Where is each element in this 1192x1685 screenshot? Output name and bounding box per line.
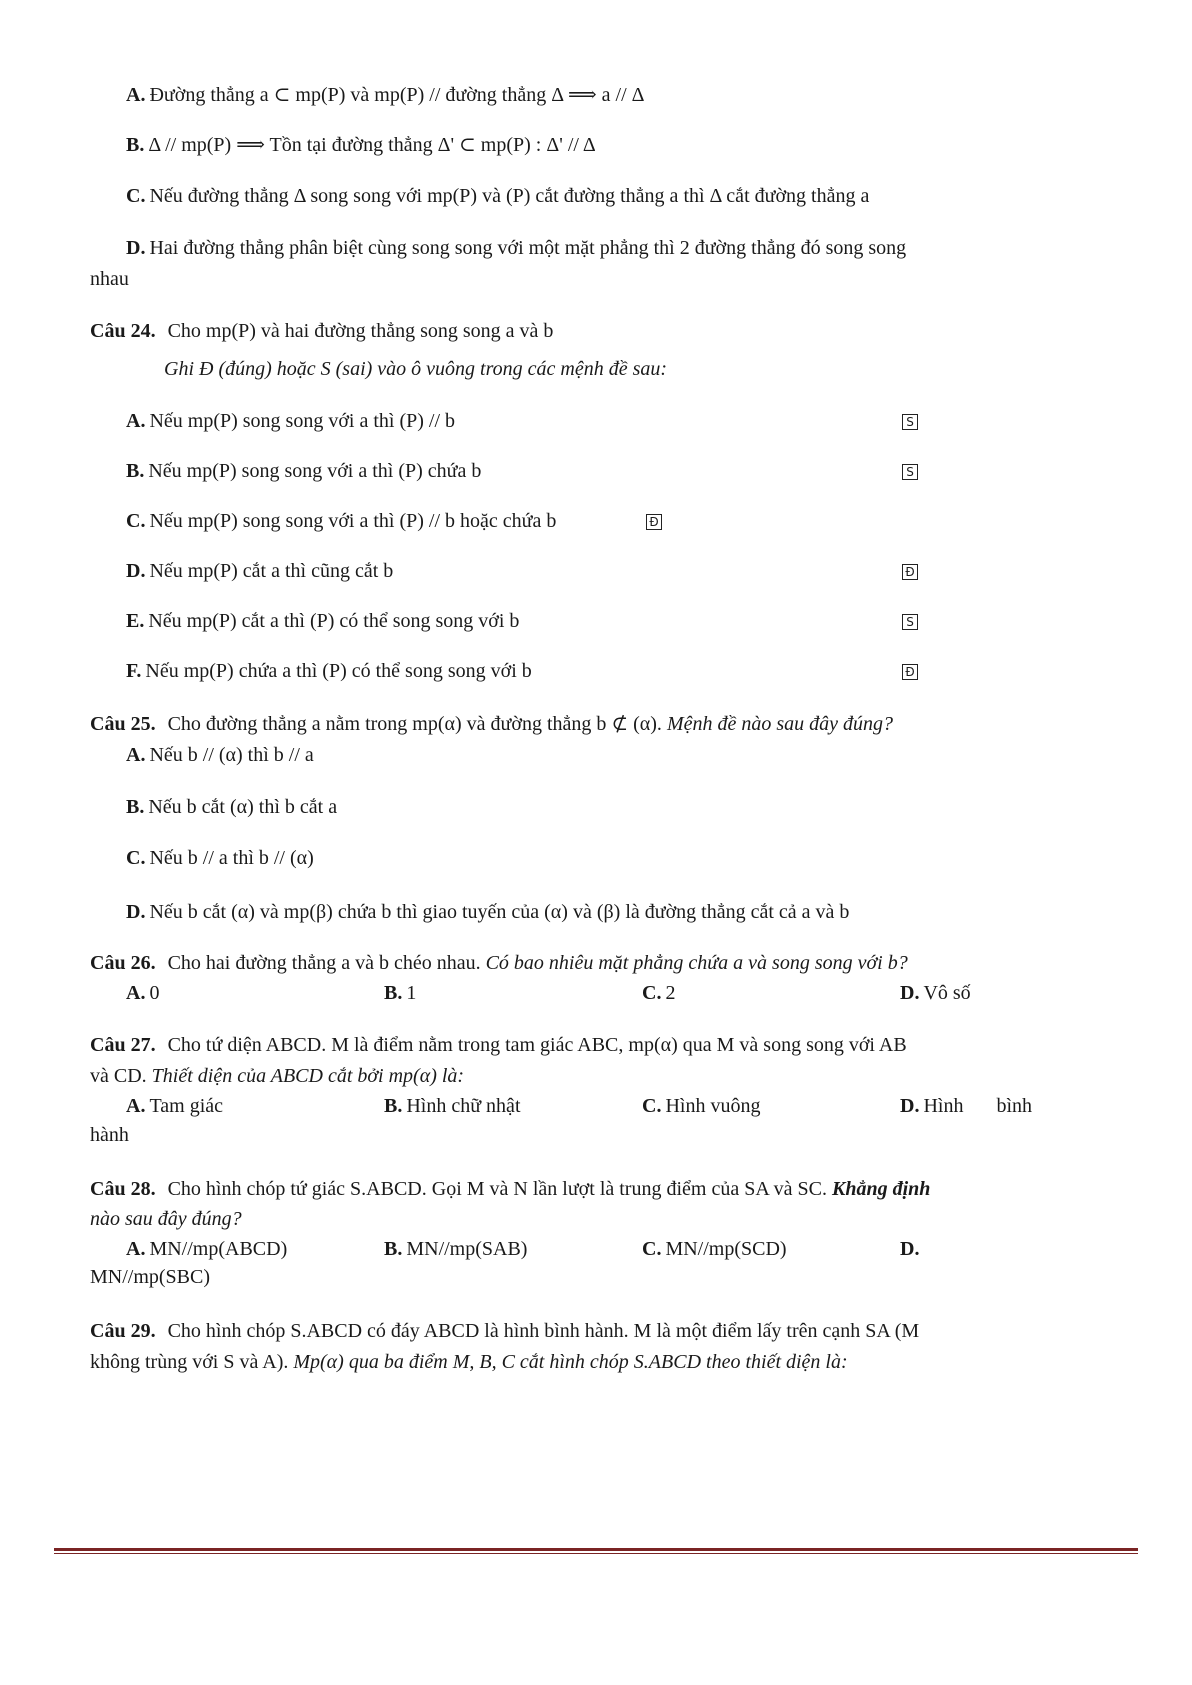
q27-option-a: A. Tam giác: [126, 1095, 224, 1117]
question-27-stem: Câu 27. Cho tứ diện ABCD. M là điểm nằm trong tam giác ABC, mp(α) qua M và song song với AB: [90, 1034, 907, 1056]
q27-option-d: D. Hình bình: [900, 1095, 1033, 1117]
question-24-stem: Câu 24. Cho mp(P) và hai đường thẳng song song a và b: [90, 320, 554, 342]
q24-checkbox-b[interactable]: S: [902, 464, 918, 480]
q24-item-e: E. Nếu mp(P) cắt a thì (P) có thể song song với b: [126, 610, 520, 632]
q24-checkbox-c[interactable]: Đ: [646, 514, 662, 530]
q24-checkbox-d[interactable]: Đ: [902, 564, 918, 580]
q25-option-d: D. Nếu b cắt (α) và mp(β) chứa b thì giao tuyến của (α) và (β) là đường thẳng cắt cả a và b: [126, 901, 850, 923]
q24-item-c: C. Nếu mp(P) song song với a thì (P) // b hoặc chứa b: [126, 510, 557, 532]
q24-checkbox-e[interactable]: S: [902, 614, 918, 630]
q28-option-d: D.: [900, 1238, 920, 1260]
q26-option-a: A. 0: [126, 982, 160, 1004]
q25-option-a: A. Nếu b // (α) thì b // a: [126, 744, 314, 766]
q24-item-f: F. Nếu mp(P) chứa a thì (P) có thể song song với b: [126, 660, 532, 682]
question-28-stem-cont: nào sau đây đúng?: [90, 1208, 242, 1230]
q28-option-b: B. MN//mp(SAB): [384, 1238, 528, 1260]
q28-option-d-cont: MN//mp(SBC): [90, 1266, 211, 1288]
question-27-stem-cont: và CD. Thiết diện của ABCD cắt bởi mp(α) là:: [90, 1065, 465, 1087]
q26-option-d: D. Vô số: [900, 982, 971, 1004]
q24-item-b: B. Nếu mp(P) song song với a thì (P) chứa b: [126, 460, 482, 482]
q24-item-d: D. Nếu mp(P) cắt a thì cũng cắt b: [126, 560, 394, 582]
prev-option-a: A. Đường thẳng a ⊂ mp(P) và mp(P) // đường thẳng Δ ⟹ a // Δ: [126, 84, 645, 106]
question-29-stem-cont: không trùng với S và A). Mp(α) qua ba điểm M, B, C cắt hình chóp S.ABCD theo thiết diện là:: [90, 1351, 848, 1373]
prev-option-c: C. Nếu đường thẳng Δ song song với mp(P) và (P) cắt đường thẳng a thì Δ cắt đường thẳng a: [126, 185, 870, 207]
q24-item-a: A. Nếu mp(P) song song với a thì (P) // b: [126, 410, 456, 432]
q24-checkbox-f[interactable]: Đ: [902, 664, 918, 680]
prev-option-b: B. Δ // mp(P) ⟹ Tồn tại đường thẳng Δ' ⊂ mp(P) : Δ' // Δ: [126, 134, 596, 156]
q27-option-c: C. Hình vuông: [642, 1095, 761, 1117]
q26-option-c: C. 2: [642, 982, 676, 1004]
q25-option-b: B. Nếu b cắt (α) thì b cắt a: [126, 796, 338, 818]
question-28-stem: Câu 28. Cho hình chóp tứ giác S.ABCD. Gọi M và N lần lượt là trung điểm của SA và SC. Khẳng định: [90, 1178, 931, 1200]
q24-checkbox-a[interactable]: S: [902, 414, 918, 430]
q27-option-d-cont: hành: [90, 1124, 129, 1146]
q25-option-c: C. Nếu b // a thì b // (α): [126, 847, 314, 869]
question-25-stem: Câu 25. Cho đường thẳng a nằm trong mp(α) và đường thẳng b ⊄ (α). Mệnh đề nào sau đây đúng?: [90, 713, 894, 735]
question-24-instruction: Ghi Đ (đúng) hoặc S (sai) vào ô vuông trong các mệnh đề sau:: [164, 358, 668, 380]
prev-option-d: D. Hai đường thẳng phân biệt cùng song song với một mặt phẳng thì 2 đường thẳng đó song song: [126, 237, 907, 259]
q28-option-a: A. MN//mp(ABCD): [126, 1238, 288, 1260]
prev-option-d-cont: nhau: [90, 268, 129, 290]
q27-option-b: B. Hình chữ nhật: [384, 1095, 521, 1117]
q26-option-b: B. 1: [384, 982, 417, 1004]
question-26-stem: Câu 26. Cho hai đường thẳng a và b chéo nhau. Có bao nhiêu mặt phẳng chứa a và song song với b?: [90, 952, 908, 974]
footer-divider: [54, 1548, 1138, 1554]
question-29-stem: Câu 29. Cho hình chóp S.ABCD có đáy ABCD là hình bình hành. M là một điểm lấy trên cạnh SA (M: [90, 1320, 920, 1342]
q28-option-c: C. MN//mp(SCD): [642, 1238, 787, 1260]
